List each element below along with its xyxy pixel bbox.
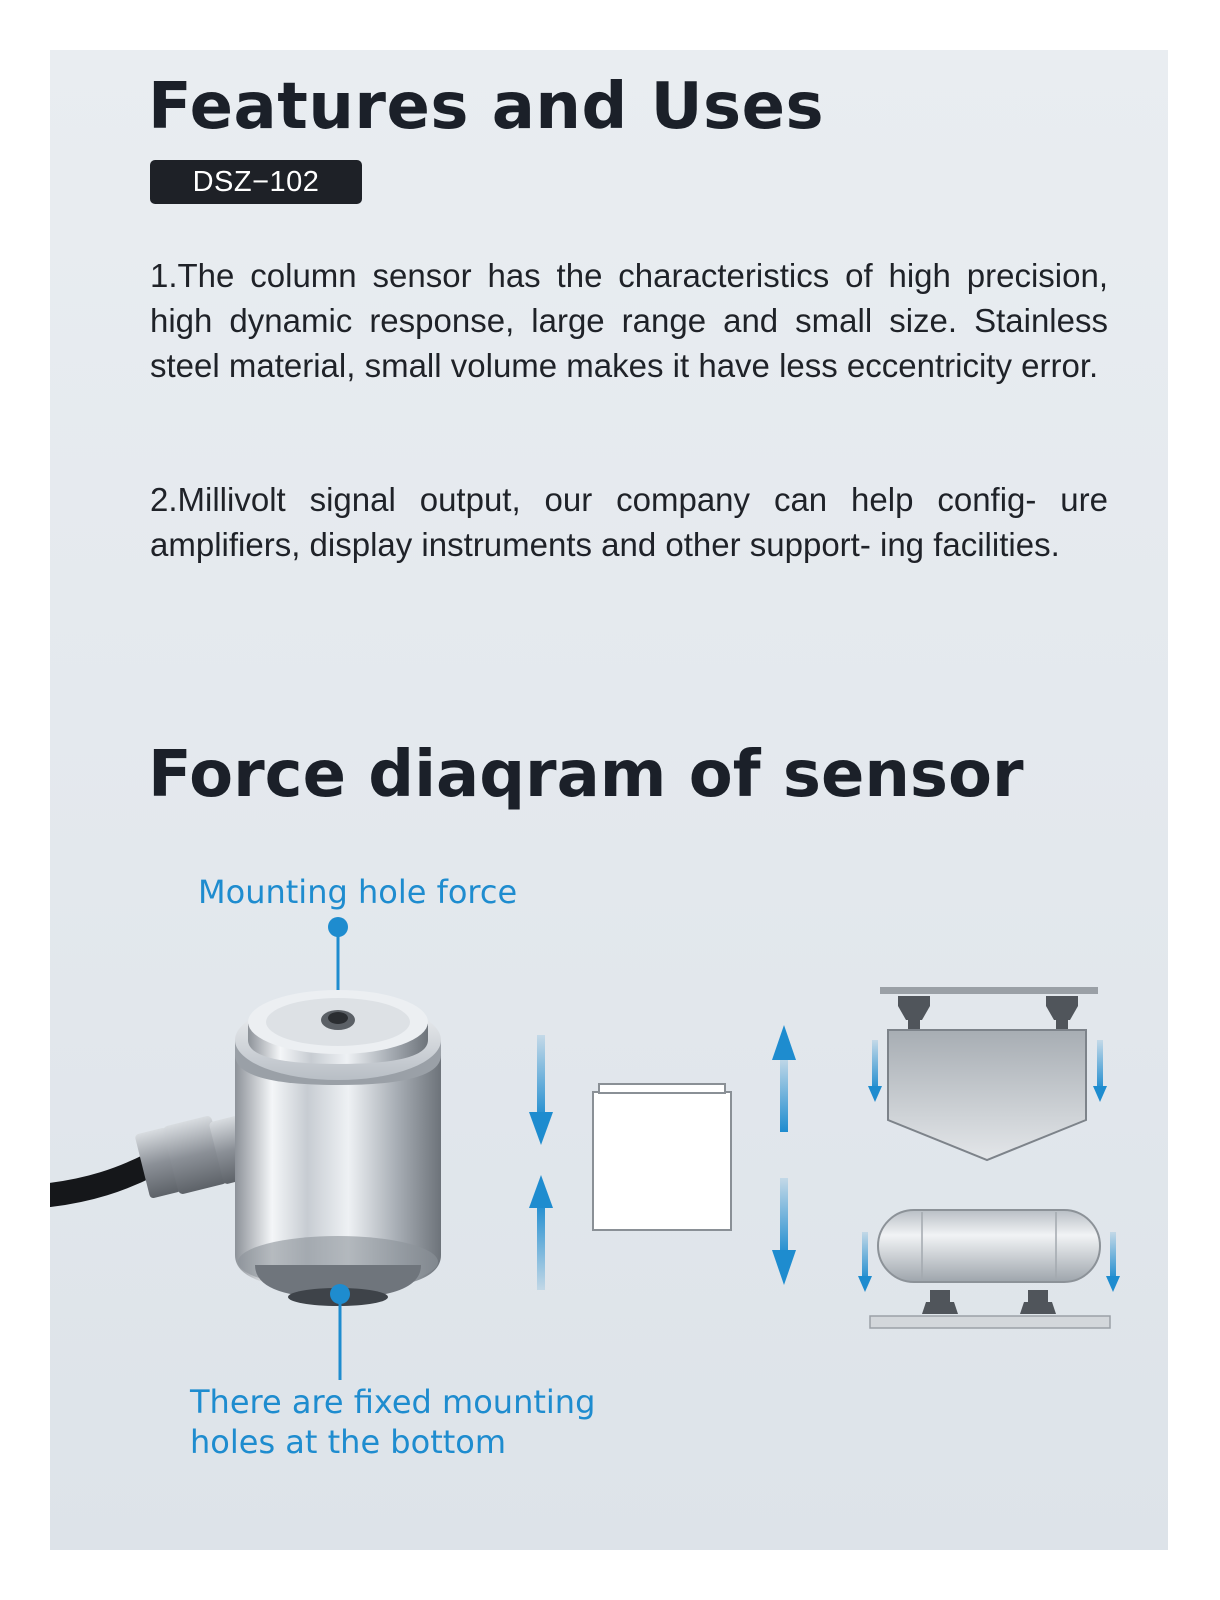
leader-bottom — [330, 1284, 350, 1380]
sensor-outline-box — [593, 1084, 731, 1230]
model-badge: DSZ−102 — [150, 160, 362, 204]
callout-mounting-hole-force: Mounting hole force — [198, 873, 518, 911]
sensor-cable — [50, 1165, 150, 1195]
hopper-application-icon — [868, 987, 1107, 1160]
column-sensor-image — [235, 990, 441, 1306]
feature-paragraph-2: 2.Millivolt signal output, our company can help config- ure amplifiers, display instruments and other support- ing facilities. — [150, 481, 1108, 563]
callout-line-1: There are fixed mounting — [190, 1383, 596, 1421]
features-title: Features and Uses — [148, 70, 825, 144]
feature-paragraph-1: 1.The column sensor has the characteristics of high precision, high dynamic response, large range and small size. Stainless steel material, small volume makes it have less eccentricity error. — [150, 257, 1108, 384]
tank-application-icon — [858, 1210, 1120, 1328]
callout-line-2: holes at the bottom — [190, 1423, 507, 1461]
tension-arrows — [772, 1025, 796, 1285]
force-diagram-illustration — [50, 50, 1168, 1550]
product-info-panel — [50, 50, 1168, 1550]
force-diagram-title: Force diaqram of sensor — [148, 738, 1024, 812]
compression-arrows — [529, 1035, 553, 1290]
